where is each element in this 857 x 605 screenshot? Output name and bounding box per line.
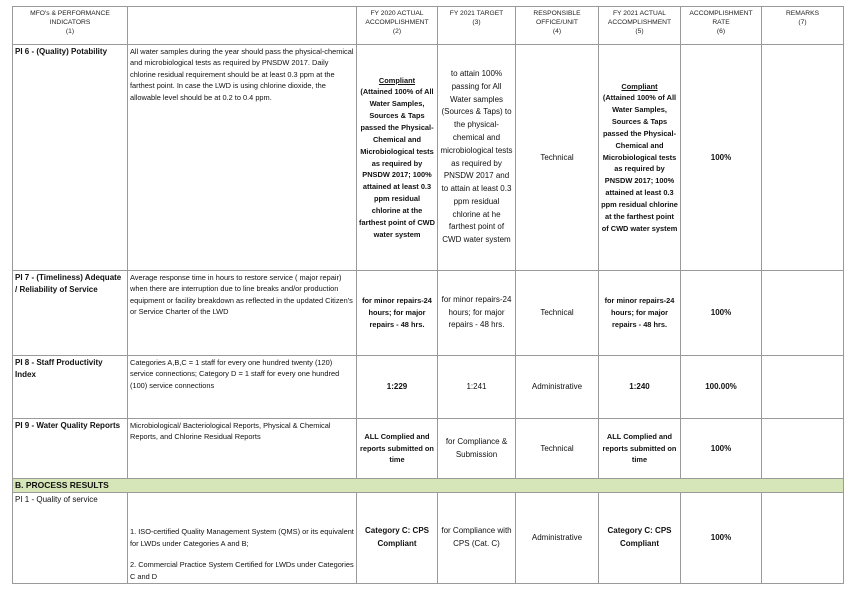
target-cell: 1:241 bbox=[438, 356, 516, 419]
header-office: RESPONSIBLE OFFICE/UNIT (4) bbox=[516, 7, 599, 45]
target-cell: for Compliance with CPS (Cat. C) bbox=[438, 493, 516, 584]
target-cell: to attain 100% passing for All Water samples (Sources & Taps) to the physical-chemical and microbiological tests as required by PNSDW 2017 and to attain at least 0.3 ppm residual chlorine at he farthest point of CWD water system bbox=[438, 45, 516, 271]
remarks-cell bbox=[762, 356, 844, 419]
remarks-cell bbox=[762, 45, 844, 271]
office-cell: Technical bbox=[516, 45, 599, 271]
header-indicators: MFO's & PERFORMANCE INDICATORS (1) bbox=[13, 7, 128, 45]
header-rate: ACCOMPLISHMENT RATE (6) bbox=[681, 7, 762, 45]
office-cell: Administrative bbox=[516, 493, 599, 584]
fy2020-cell: Category C: CPS Compliant bbox=[357, 493, 438, 584]
table-row-pi9 bbox=[13, 419, 844, 479]
compliant-label: Compliant bbox=[621, 81, 658, 91]
header-fy2021-actual: FY 2021 ACTUAL ACCOMPLISHMENT (5) bbox=[599, 7, 681, 45]
office-cell: Technical bbox=[516, 419, 599, 479]
fy2021-cell: 1:240 bbox=[599, 356, 681, 419]
description-cell: Microbiological/ Bacteriological Reports, Physical & Chemical Reports, and Chlorine Residual Reports bbox=[128, 419, 357, 479]
compliant-label: Compliant bbox=[378, 75, 416, 85]
rate-cell: 100% bbox=[681, 45, 762, 271]
table-row-pi8 bbox=[13, 356, 844, 419]
header-description bbox=[128, 7, 357, 45]
table-row-pi1 bbox=[13, 493, 844, 584]
rate-cell: 100% bbox=[681, 419, 762, 479]
remarks-cell bbox=[762, 419, 844, 479]
fy2020-cell: Compliant (Attained 100% of All Water Samples, Sources & Taps passed the Physical-Chemical and Microbiological tests as required by PNSDW 2017; 100% attained at least 0.3 ppm residual chlorine at the farthest point of CWD water system bbox=[357, 45, 438, 271]
description-cell: Average response time in hours to restore service ( major repair) when there are interruption due to line breaks and/or production equipment or facility breakdown as reflected in the updated Citizen's or Service Charter of the LWD bbox=[128, 271, 357, 356]
header-remarks: REMARKS (7) bbox=[762, 7, 844, 45]
office-cell: Administrative bbox=[516, 356, 599, 419]
fy2021-cell: Compliant (Attained 100% of All Water Samples, Sources & Taps passed the Physical-Chemical and Microbiological tests as required by PNSDW 2017; 100% attained at least 0.3 ppm residual chlorine at the farthest point of CWD water system bbox=[599, 45, 681, 271]
office-cell: Technical bbox=[516, 271, 599, 356]
fy2021-cell: for minor repairs-24 hours; for major repairs - 48 hrs. bbox=[599, 271, 681, 356]
indicator-cell: PI 7 - (Timeliness) Adequate / Reliability of Service bbox=[13, 271, 128, 356]
remarks-cell bbox=[762, 271, 844, 356]
fy2020-cell: for minor repairs-24 hours; for major repairs - 48 hrs. bbox=[357, 271, 438, 356]
fy2021-cell: Category C: CPS Compliant bbox=[599, 493, 681, 584]
description-cell: All water samples during the year should pass the physical-chemical and microbiological tests as required by PNSDW 2017. Daily chlorine residual requirement should be at least 0.3 ppm at the farthest point. In case the LWD is using chlorine dioxide, the allowable level should be at 0.2 to 0.4 ppm. bbox=[128, 45, 357, 271]
target-cell: for Compliance & Submission bbox=[438, 419, 516, 479]
fy2021-cell: ALL Complied and reports submitted on time bbox=[599, 419, 681, 479]
table-row-pi6 bbox=[13, 45, 844, 271]
header-fy2021-target: FY 2021 TARGET (3) bbox=[438, 7, 516, 45]
rate-cell: 100% bbox=[681, 271, 762, 356]
fy2020-cell: 1:229 bbox=[357, 356, 438, 419]
header-fy2020: FY 2020 ACTUAL ACCOMPLISHMENT (2) bbox=[357, 7, 438, 45]
section-header-process-results bbox=[13, 479, 844, 493]
description-cell: Categories A,B,C = 1 staff for every one hundred twenty (120) service connections; Category D = 1 staff for every one hundred (100) service connections bbox=[128, 356, 357, 419]
section-title: B. PROCESS RESULTS bbox=[13, 479, 844, 493]
header-row bbox=[13, 7, 844, 45]
rate-cell: 100% bbox=[681, 493, 762, 584]
indicator-cell: PI 8 - Staff Productivity Index bbox=[13, 356, 128, 419]
indicator-cell: PI 9 - Water Quality Reports bbox=[13, 419, 128, 479]
performance-table bbox=[12, 6, 844, 584]
rate-cell: 100.00% bbox=[681, 356, 762, 419]
indicator-cell: PI 1 - Quality of service bbox=[13, 493, 128, 584]
table-row-pi7 bbox=[13, 271, 844, 356]
description-cell: 1. ISO-certified Quality Management System (QMS) or its equivalent for LWDs under Categories A and B; 2. Commercial Practice System Certified for LWDs under Categories C and D bbox=[128, 493, 357, 584]
indicator-cell: PI 6 - (Quality) Potability bbox=[13, 45, 128, 271]
remarks-cell bbox=[762, 493, 844, 584]
target-cell: for minor repairs-24 hours; for major repairs - 48 hrs. bbox=[438, 271, 516, 356]
fy2020-cell: ALL Complied and reports submitted on time bbox=[357, 419, 438, 479]
